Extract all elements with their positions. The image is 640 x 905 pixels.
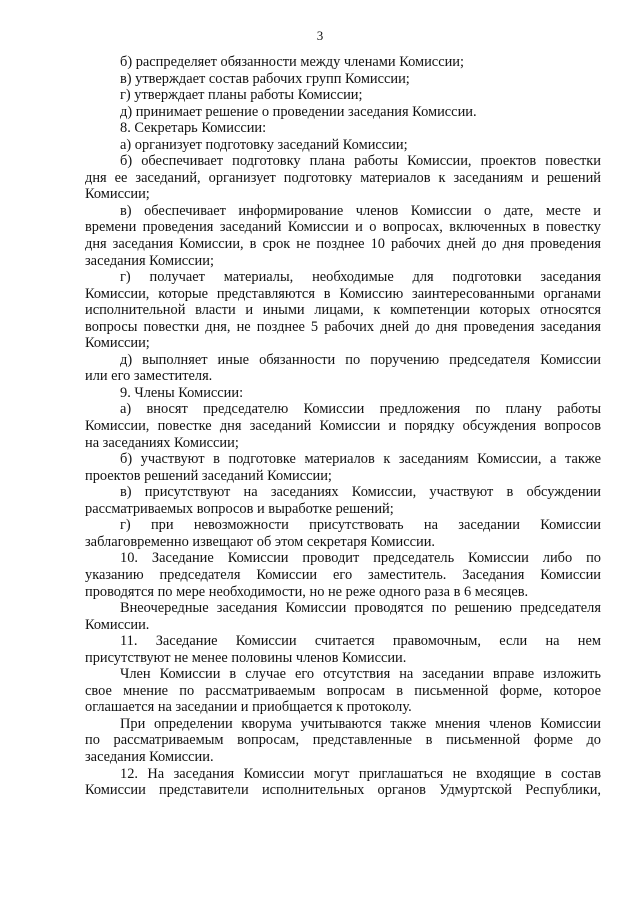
text-line: 10. Заседание Комиссии проводит председатель Комиссии либо по [120, 550, 601, 567]
text-line: исполнительной власти и иными лицами, к компетенции которых относятся [85, 302, 601, 319]
text-line: в) утверждает состав рабочих групп Комиссии; [120, 70, 410, 87]
text-line: или его заместителя. [85, 368, 213, 385]
text-line: б) обеспечивает подготовку плана работы Комиссии, проектов повестки [120, 153, 601, 170]
text-line: а) вносят председателю Комиссии предложения по плану работы [120, 401, 601, 418]
text-line: заседания Комиссии; [85, 252, 214, 269]
page-number: 3 [316, 28, 324, 43]
text-line: Комиссии; [85, 335, 150, 352]
text-line: 11. Заседание Комиссии считается правомочным, если на нем [120, 633, 601, 650]
text-line: 8. Секретарь Комиссии: [120, 120, 267, 137]
text-line: б) распределяет обязанности между членами Комиссии; [120, 54, 464, 70]
text-line: в) присутствуют на заседаниях Комиссии, участвуют в обсуждении [120, 484, 601, 501]
text-line: Комиссии представители исполнительных органов Удмуртской Республики, [85, 782, 601, 799]
text-line: оглашается на заседании и приобщается к протоколу. [85, 699, 412, 716]
text-line: проводятся по мере необходимости, но не реже одного раза в 6 месяцев. [85, 583, 529, 600]
text-line: 9. Члены Комиссии: [120, 384, 244, 401]
text-line: рассматриваемых вопросов и выработке решений; [85, 500, 394, 517]
text-line: проектов решений заседаний Комиссии; [85, 467, 332, 484]
text-line: указанию председателя Комиссии его заместитель. Заседания Комиссии [85, 566, 601, 583]
text-line: д) принимает решение о проведении заседания Комиссии. [120, 103, 477, 120]
text-line: в) обеспечивает информирование членов Комиссии о дате, месте и [120, 202, 601, 219]
text-line: дня ее заседаний, организует подготовку материалов к заседаниям и решений [85, 169, 601, 186]
text-line: заседания Комиссии. [85, 748, 214, 765]
text-line: на заседаниях Комиссии; [85, 434, 239, 451]
text-line: Член Комиссии в случае его отсутствия на заседании вправе изложить [120, 666, 601, 683]
text-line: Внеочередные заседания Комиссии проводятся по решению председателя [120, 600, 601, 617]
text-line: Комиссии, которые представляются в Комиссию заинтересованными органами [85, 285, 601, 302]
text-line: а) организует подготовку заседаний Комиссии; [120, 136, 408, 153]
text-line: заблаговременно извещают об этом секретаря Комиссии. [85, 533, 435, 550]
text-line: присутствуют не менее половины членов Комиссии. [85, 649, 407, 666]
text-line: вопросы повестки дня, не позднее 5 рабочих дней до дня проведения заседания [85, 318, 601, 335]
text-line: Комиссии; [85, 186, 150, 203]
text-line: Комиссии, повестке дня заседаний Комиссии и порядку обсуждения вопросов [85, 418, 601, 435]
text-line: 12. На заседания Комиссии могут приглашаться не входящие в состав [120, 765, 601, 782]
text-line: При определении кворума учитываются также мнения членов Комиссии [120, 715, 601, 732]
text-line: времени проведения заседаний Комиссии и о вопросах, включенных в повестку [85, 219, 601, 236]
text-line: б) участвуют в подготовке материалов к заседаниям Комиссии, а также [120, 451, 601, 468]
document-body [85, 54, 601, 799]
text-line: по рассматриваемым вопросам, представленные в письменной форме до [85, 732, 601, 749]
text-line: г) получает материалы, необходимые для подготовки заседания [120, 269, 601, 286]
text-line: дня заседания Комиссии, в срок не позднее 10 рабочих дней до дня проведения [85, 236, 601, 253]
text-line: г) утверждает планы работы Комиссии; [120, 87, 363, 104]
text-line: г) при невозможности присутствовать на заседании Комиссии [120, 517, 601, 534]
text-line: д) выполняет иные обязанности по поручению председателя Комиссии [120, 351, 601, 368]
text-line: свое мнение по рассматриваемым вопросам в письменной форме, которое [85, 682, 601, 699]
text-line: Комиссии. [85, 616, 150, 633]
